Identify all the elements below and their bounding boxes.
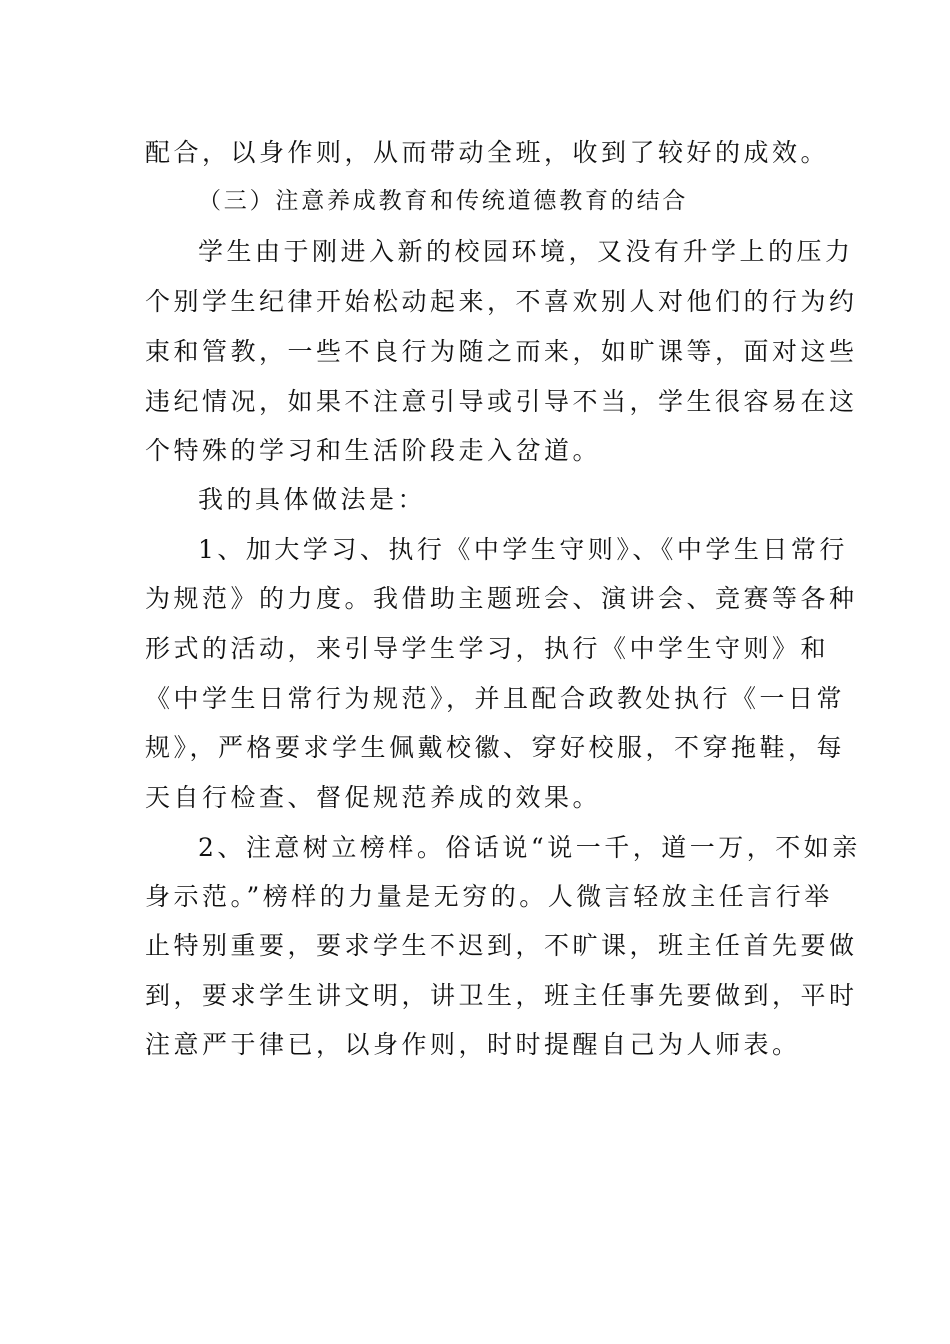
text-line: 2、注意树立榜样。俗话说“说一千，道一万，不如亲 — [198, 833, 861, 862]
section-heading: （三）注意养成教育和传统道德教育的结合 — [198, 188, 689, 214]
text-line: 配合，以身作则，从而带动全班，收到了较好的成效。 — [145, 138, 830, 167]
text-line: 《中学生日常行为规范》，并且配合政教处执行《一日常 — [145, 684, 846, 713]
text-line: 1、加大学习、执行《中学生守则》、《中学生日常行 — [198, 535, 848, 564]
text-line: 到，要求学生讲文明，讲卫生，班主任事先要做到，平时 — [145, 981, 858, 1010]
text-line: 天自行检查、督促规范养成的效果。 — [145, 783, 602, 812]
text-line: 止特别重要，要求学生不迟到，不旷课，班主任首先要做 — [145, 931, 858, 960]
text-line: 身示范。”榜样的力量是无穷的。人微言轻放主任言行举 — [145, 882, 833, 911]
text-line: 为规范》的力度。我借助主题班会、演讲会、竞赛等各种 — [145, 584, 858, 613]
text-line: 注意严于律已，以身作则，时时提醒自己为人师表。 — [145, 1030, 801, 1059]
text-line: 个特殊的学习和生活阶段走入岔道。 — [145, 436, 602, 465]
text-line: 违纪情况，如果不注意引导或引导不当，学生很容易在这 — [145, 387, 858, 416]
text-line: 个别学生纪律开始松动起来，不喜欢别人对他们的行为约 — [145, 287, 858, 316]
text-line: 我的具体做法是： — [198, 485, 427, 514]
text-line: 学生由于刚进入新的校园环境，又没有升学上的压力 — [198, 237, 854, 266]
text-line: 规》，严格要求学生佩戴校徽、穿好校服，不穿拖鞋，每 — [145, 733, 846, 762]
text-line: 束和管教，一些不良行为随之而来，如旷课等，面对这些 — [145, 337, 858, 366]
text-line: 形式的活动，来引导学生学习，执行《中学生守则》和 — [145, 634, 830, 663]
